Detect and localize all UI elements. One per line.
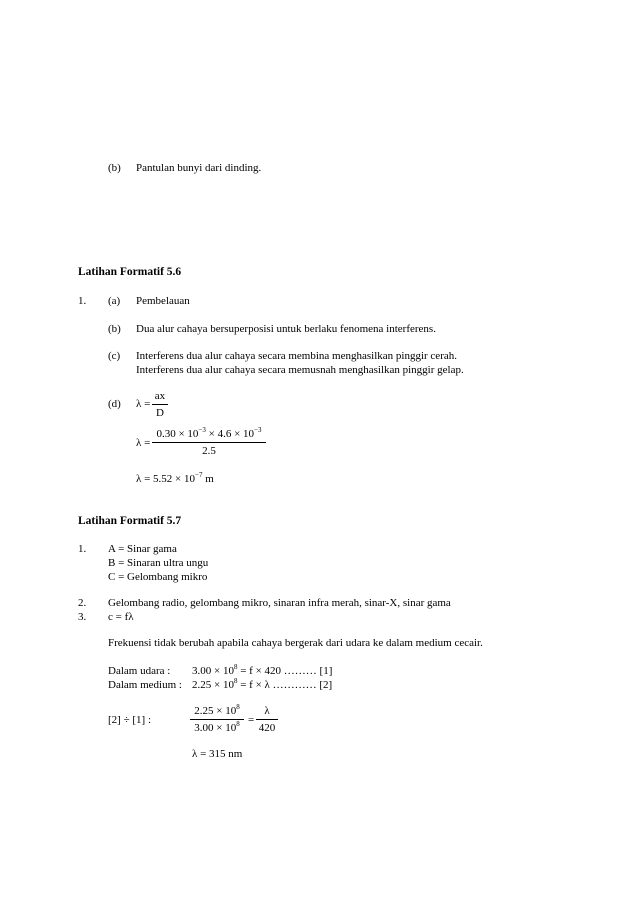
fraction-numerator: ax	[154, 390, 166, 402]
fraction-numerator: $2.25 \times 10^8$	[194, 703, 240, 717]
medium-label: Dalam medium :	[108, 679, 182, 691]
air-equation: $3.00 \times 10^8 = f \times 420$ ……… [1]	[192, 663, 333, 677]
fraction-numerator: λ	[264, 705, 270, 717]
fraction-lambda-ratio	[256, 704, 278, 735]
lambda-equals: λ =	[136, 398, 151, 410]
answer-line-c: C = Gelombang mikro	[108, 571, 208, 583]
final-answer: λ = 315 nm	[192, 748, 243, 760]
fraction-ax-over-d	[152, 389, 168, 420]
fraction-denominator: 2.5	[202, 445, 216, 457]
item-text-c-line2: Interferens dua alur cahaya secara memusnah menghasilkan pinggir gelap.	[136, 364, 464, 376]
fraction-denominator: 420	[258, 722, 276, 734]
fraction-bar	[152, 442, 266, 443]
wave-equation: c = fλ	[108, 611, 134, 623]
item-text-c-line1: Interferens dua alur cahaya secara membina menghasilkan pinggir cerah.	[136, 350, 457, 362]
ratio-label: [2] ÷ [1] :	[108, 714, 151, 726]
air-label: Dalam udara :	[108, 665, 171, 677]
lambda-result: $\lambda = 5.52 \times 10^{-7}$ m	[136, 471, 214, 485]
lambda-equals-2: λ =	[136, 437, 151, 449]
item-label-c: (c)	[108, 350, 121, 362]
fraction-bar	[256, 719, 278, 720]
answer-line-b: B = Sinaran ultra ungu	[108, 557, 209, 569]
question-number: 1.	[78, 295, 87, 307]
item-label-b: (b)	[108, 323, 121, 335]
item-text-b: Dua alur cahaya bersuperposisi untuk berlaku fenomena interferens.	[136, 323, 436, 335]
answer-line-a: A = Sinar gama	[108, 543, 177, 555]
fraction-lambda-calc	[152, 427, 266, 458]
ratio-equals: =	[248, 714, 255, 726]
item-label-a: (a)	[108, 295, 121, 307]
item-text-a: Pembelauan	[136, 295, 190, 307]
question-number: 2.	[78, 597, 87, 609]
fraction-numerator: $0.30 \times 10^{-3} \times 4.6 \times 10^{-3}$	[156, 426, 262, 440]
question-number: 1.	[78, 543, 87, 555]
item-label-d: (d)	[108, 398, 121, 410]
section-heading-5-6: Latihan Formatif 5.6	[78, 266, 182, 278]
fraction-speed-ratio	[190, 704, 244, 735]
wave-order-text: Gelombang radio, gelombang mikro, sinaran infra merah, sinar-X, sinar gama	[108, 597, 451, 609]
fraction-denominator: $3.00 \times 10^8$	[194, 720, 240, 734]
part-b-label: (b)	[108, 162, 121, 174]
part-b-text: Pantulan bunyi dari dinding.	[136, 162, 262, 174]
medium-equation: $2.25 \times 10^8 = f \times \lambda$ ………… [2]	[192, 677, 333, 691]
question-number: 3.	[78, 611, 87, 623]
section-heading-5-7: Latihan Formatif 5.7	[78, 515, 182, 527]
fraction-denominator: D	[156, 407, 164, 419]
frequency-note: Frekuensi tidak berubah apabila cahaya bergerak dari udara ke dalam medium cecair.	[108, 637, 483, 649]
fraction-bar	[152, 404, 168, 405]
